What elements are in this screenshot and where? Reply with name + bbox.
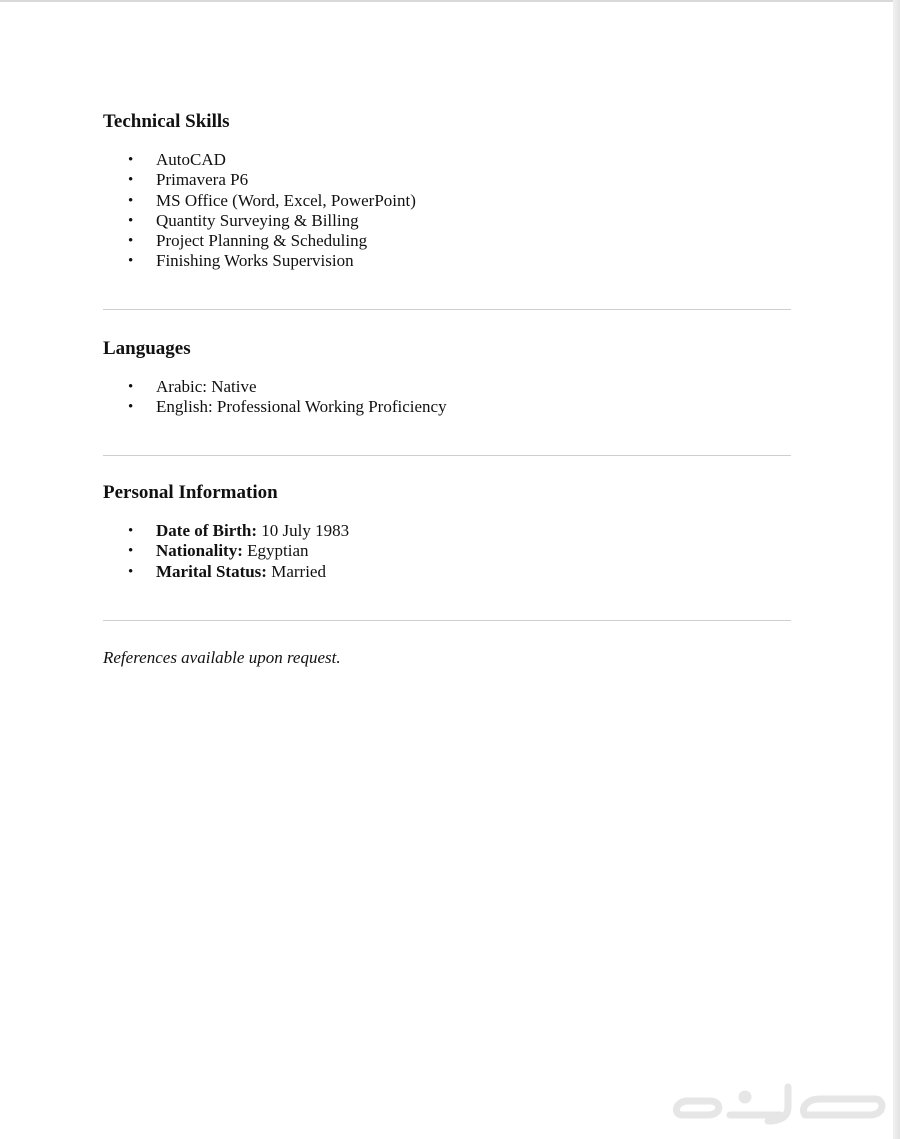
list-item <box>103 521 349 541</box>
personal-information-list <box>103 521 349 582</box>
list-item: • Arabic: Native <box>103 377 447 397</box>
languages-list <box>103 377 447 418</box>
technical-skills-section <box>103 110 416 272</box>
list-item <box>103 541 349 561</box>
languages-heading: Languages <box>103 338 191 359</box>
personal-information-section <box>103 481 349 582</box>
list-item: • MS Office (Word, Excel, PowerPoint) <box>103 191 416 211</box>
technical-skills-heading: Technical Skills <box>103 111 230 132</box>
personal-information-heading: Personal Information <box>103 482 278 503</box>
list-item: • Finishing Works Supervision <box>103 251 416 271</box>
references-note: References available upon request. <box>103 648 341 667</box>
date-of-birth-label: Date of Birth: <box>156 521 258 540</box>
section-divider <box>103 455 791 456</box>
languages-section <box>103 337 447 418</box>
list-item: • Primavera P6 <box>103 170 416 190</box>
nationality-value: Egyptian <box>242 541 309 561</box>
marital-status-value: Married <box>266 561 326 581</box>
nationality-label: Nationality: <box>156 541 243 561</box>
list-item: • Project Planning & Scheduling <box>103 231 416 251</box>
marital-status-label: Marital Status: <box>156 561 267 581</box>
technical-skills-list <box>103 150 416 272</box>
section-divider <box>103 620 791 621</box>
list-item <box>103 562 349 582</box>
list-item: • Quantity Surveying & Billing <box>103 211 416 231</box>
page-edge-right <box>893 0 900 1139</box>
section-divider <box>103 309 791 310</box>
haraj-watermark-logo <box>670 1077 890 1127</box>
page-edge-top <box>0 0 900 2</box>
date-of-birth-value: 10 July 1983 <box>257 521 350 540</box>
list-item: • AutoCAD <box>103 150 416 170</box>
list-item: • English: Professional Working Proficiency <box>103 397 447 417</box>
